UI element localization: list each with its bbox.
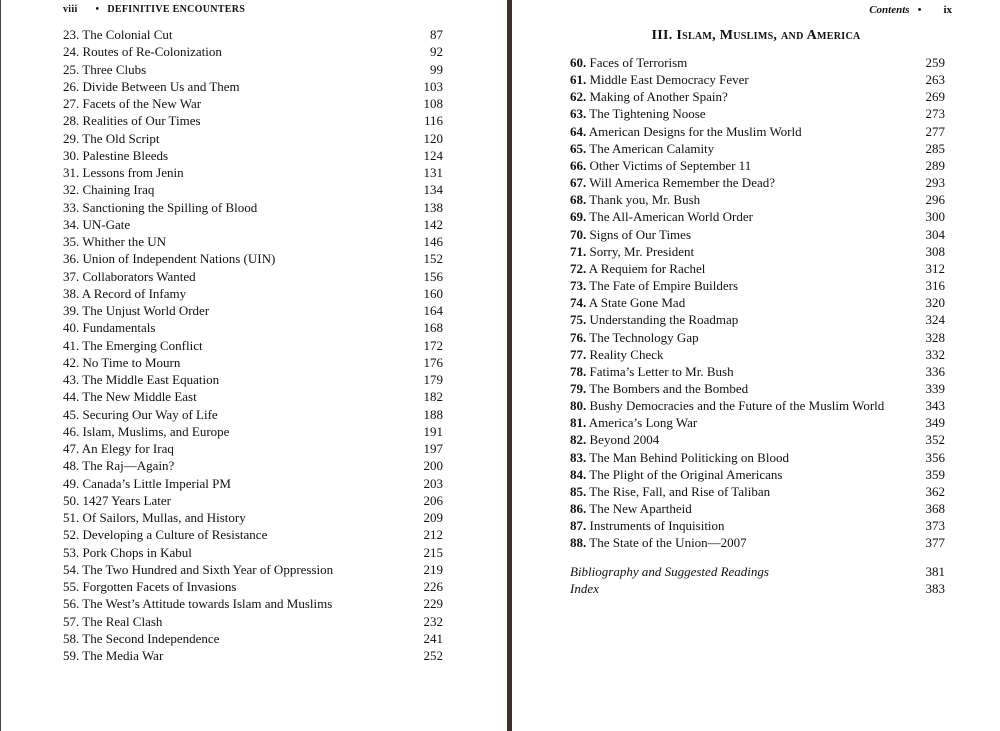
toc-entry-title: Of Sailors, Mullas, and History — [82, 510, 246, 525]
toc-entry — [570, 414, 945, 431]
toc-entry-page: 197 — [423, 441, 443, 456]
toc-entry-title: The Second Independence — [82, 630, 220, 646]
toc-entry-number: 42. — [63, 354, 80, 370]
toc-entry-number: 54. — [63, 561, 80, 577]
toc-entry-title: Middle East Democracy Fever — [589, 72, 749, 88]
toc-entry — [63, 526, 443, 543]
toc-entry — [570, 105, 945, 122]
toc-entry-page: 308 — [925, 243, 945, 259]
toc-entry — [570, 71, 945, 88]
toc-entry — [63, 371, 443, 388]
toc-entry-title: The Fate of Empire Builders — [589, 278, 739, 294]
toc-entry-title: Union of Independent Nations (UIN) — [82, 251, 276, 267]
toc-entry-number: 26. — [63, 78, 80, 94]
toc-entry-title: The Colonial Cut — [82, 27, 173, 42]
toc-entry-title: Securing Our Way of Life — [82, 406, 218, 422]
toc-entry-number: 36. — [63, 251, 80, 267]
bullet-separator: • — [917, 4, 922, 16]
toc-entry — [570, 466, 945, 483]
toc-entry-title: Chaining Iraq — [82, 182, 155, 198]
right-toc-list — [570, 54, 945, 552]
toc-entry — [63, 43, 443, 60]
toc-entry-title: Thank you, Mr. Bush — [589, 192, 701, 208]
toc-entry-title: Sanctioning the Spilling of Blood — [82, 199, 258, 215]
toc-entry — [63, 647, 443, 664]
toc-entry-page: 285 — [925, 140, 945, 156]
toc-entry — [63, 492, 443, 509]
toc-entry — [570, 208, 945, 225]
toc-entry-page: 124 — [423, 147, 443, 163]
toc-entry-page: 324 — [925, 312, 945, 328]
toc-entry-title: The West’s Attitude towards Islam and Muslims — [82, 596, 333, 612]
section-heading: III. Islam, Muslims, and America — [651, 28, 861, 43]
toc-entry-number: 67. — [570, 175, 587, 191]
toc-entry — [63, 388, 443, 405]
toc-entry-number: 29. — [63, 130, 80, 146]
toc-entry — [63, 78, 443, 95]
toc-entry-title: The Technology Gap — [589, 329, 699, 345]
toc-entry-title: Bushy Democracies and the Future of the Muslim World — [589, 398, 885, 414]
toc-entry-page: 156 — [423, 268, 443, 284]
toc-entry-number: 49. — [63, 475, 80, 491]
toc-entry-number: 78. — [570, 363, 587, 379]
toc-entry-title: The Unjust World Order — [82, 303, 210, 318]
toc-entry-number: 25. — [63, 61, 80, 77]
toc-entry — [570, 157, 945, 174]
toc-entry-title: The Two Hundred and Sixth Year of Oppression — [82, 561, 334, 577]
toc-entry-page: 176 — [423, 354, 443, 370]
toc-entry-title: The Man Behind Politicking on Blood — [589, 449, 789, 465]
toc-entry-number: 88. — [570, 535, 587, 551]
toc-entry-title: Canada’s Little Imperial PM — [82, 475, 231, 491]
toc-entry-title: Developing a Culture of Resistance — [82, 527, 268, 543]
right-running-head — [869, 4, 952, 16]
toc-entry-title: A Requiem for Rachel — [588, 260, 706, 276]
toc-entry-page: 229 — [423, 596, 443, 612]
toc-entry-title: Understanding the Roadmap — [589, 312, 739, 328]
toc-entry-page: 232 — [423, 613, 443, 629]
toc-entry-page: 304 — [925, 226, 945, 242]
toc-entry-page: 336 — [925, 363, 945, 379]
toc-entry-page: 120 — [423, 130, 443, 146]
toc-entry-title: Reality Check — [589, 346, 664, 362]
left-toc-list — [63, 26, 443, 664]
toc-entry-title: Whither the UN — [82, 234, 167, 249]
toc-entry-number: 68. — [570, 192, 587, 208]
toc-entry-title: The American Calamity — [589, 140, 715, 156]
toc-entry-page: 152 — [423, 251, 443, 267]
toc-entry-page: 191 — [423, 423, 443, 439]
toc-entry-page: 92 — [430, 44, 443, 60]
toc-entry-number: 79. — [570, 380, 587, 396]
toc-entry-title: Faces of Terrorism — [589, 55, 688, 70]
toc-entry-page: 320 — [925, 295, 945, 311]
toc-entry — [570, 294, 945, 311]
toc-entry-title: 1427 Years Later — [82, 492, 171, 508]
toc-entry-page: 226 — [423, 579, 443, 594]
toc-entry-page: 349 — [925, 415, 945, 431]
toc-entry-title: Signs of Our Times — [589, 226, 691, 242]
toc-entry — [570, 226, 945, 243]
toc-entry-number: 28. — [63, 113, 80, 129]
toc-entry-page: 241 — [423, 630, 443, 646]
toc-entry-page: 273 — [925, 106, 945, 122]
toc-entry — [570, 380, 945, 397]
toc-entry-number: 85. — [570, 483, 587, 499]
toc-entry-number: 53. — [63, 544, 80, 560]
toc-entry-page: 269 — [925, 89, 945, 105]
toc-entry — [570, 363, 945, 380]
toc-entry-title: Pork Chops in Kabul — [82, 544, 192, 560]
toc-entry — [570, 483, 945, 500]
toc-entry — [570, 500, 945, 517]
toc-entry-page: 300 — [925, 209, 945, 225]
toc-entry-number: 65. — [570, 140, 587, 156]
toc-entry-number: 39. — [63, 303, 80, 318]
toc-entry-number: 55. — [63, 579, 80, 594]
toc-entry-title: Beyond 2004 — [589, 432, 660, 448]
left-folio: viii — [63, 4, 78, 15]
toc-entry-number: 74. — [570, 295, 587, 311]
toc-entry — [63, 130, 443, 147]
toc-entry — [63, 354, 443, 371]
toc-entry — [570, 140, 945, 157]
toc-entry — [570, 123, 945, 140]
toc-entry-number: 80. — [570, 398, 587, 414]
toc-entry-page: 164 — [423, 303, 443, 318]
toc-entry-number: 50. — [63, 492, 80, 508]
toc-entry-number: 86. — [570, 501, 587, 517]
toc-entry-title: The Media War — [82, 648, 164, 663]
toc-entry-number: 30. — [63, 147, 80, 163]
toc-entry-number: 61. — [570, 72, 587, 88]
toc-entry-page: 99 — [430, 61, 443, 77]
toc-entry-number: 48. — [63, 458, 80, 474]
toc-entry-title: A Record of Infamy — [81, 285, 187, 301]
toc-entry-number: 70. — [570, 226, 587, 242]
left-running-head — [63, 4, 245, 15]
toc-entry — [570, 534, 945, 551]
toc-entry — [570, 397, 945, 414]
toc-entry-title: Instruments of Inquisition — [589, 518, 725, 534]
back-matter-index — [570, 581, 945, 597]
toc-entry — [570, 174, 945, 191]
toc-entry — [63, 578, 443, 595]
toc-entry-number: 35. — [63, 234, 80, 249]
toc-entry-page: 368 — [925, 501, 945, 517]
toc-entry-page: 87 — [430, 27, 443, 42]
toc-entry-title: Palestine Bleeds — [82, 147, 169, 163]
toc-entry-number: 81. — [570, 415, 587, 431]
toc-entry-page: 356 — [925, 449, 945, 465]
toc-entry — [570, 346, 945, 363]
toc-entry-number: 57. — [63, 613, 80, 629]
toc-entry — [63, 199, 443, 216]
toc-entry-title: UN-Gate — [82, 216, 131, 232]
toc-entry-title: The Tightening Noose — [589, 106, 706, 122]
toc-entry — [63, 268, 443, 285]
back-matter-page: 383 — [925, 581, 945, 596]
toc-entry-page: 203 — [423, 475, 443, 491]
right-running-title: Contents — [869, 4, 910, 16]
toc-entry-page: 339 — [925, 380, 945, 396]
toc-entry — [570, 277, 945, 294]
toc-entry — [63, 181, 443, 198]
toc-entry — [570, 243, 945, 260]
toc-entry-number: 24. — [63, 44, 80, 60]
toc-entry — [63, 147, 443, 164]
toc-entry-page: 359 — [925, 466, 945, 482]
toc-entry — [570, 260, 945, 277]
toc-entry — [63, 285, 443, 302]
toc-entry-number: 82. — [570, 432, 587, 448]
toc-entry-number: 87. — [570, 518, 587, 534]
toc-entry-title: Lessons from Jenin — [82, 165, 184, 180]
toc-entry-page: 296 — [925, 192, 945, 208]
toc-entry-page: 209 — [423, 510, 443, 525]
toc-entry-page: 289 — [925, 157, 945, 173]
toc-entry-number: 43. — [63, 372, 80, 387]
toc-entry — [63, 423, 443, 440]
toc-entry-title: The Real Clash — [82, 613, 163, 629]
back-matter-bibliography — [570, 564, 945, 580]
toc-entry-page: 212 — [423, 527, 443, 543]
toc-entry — [63, 457, 443, 474]
toc-entry-number: 71. — [570, 243, 587, 259]
toc-entry-page: 316 — [925, 278, 945, 294]
toc-entry — [63, 61, 443, 78]
toc-entry-number: 40. — [63, 320, 80, 336]
toc-entry-page: 332 — [925, 346, 945, 362]
toc-entry-title: The Bombers and the Bombed — [589, 380, 749, 396]
toc-entry-number: 33. — [63, 199, 80, 215]
toc-entry-page: 259 — [925, 55, 945, 70]
toc-entry-number: 44. — [63, 389, 80, 405]
toc-entry-number: 38. — [63, 285, 80, 301]
toc-entry-number: 73. — [570, 278, 587, 294]
toc-entry-page: 312 — [925, 260, 945, 276]
toc-entry-page: 206 — [423, 492, 443, 508]
toc-entry — [63, 250, 443, 267]
toc-entry-number: 46. — [63, 423, 80, 439]
toc-entry-number: 62. — [570, 89, 587, 105]
toc-entry — [63, 216, 443, 233]
toc-entry-number: 47. — [63, 441, 80, 456]
toc-entry-page: 160 — [423, 285, 443, 301]
toc-entry-number: 58. — [63, 630, 80, 646]
toc-entry-title: America’s Long War — [588, 415, 698, 431]
toc-entry-number: 72. — [570, 260, 587, 276]
toc-entry — [63, 544, 443, 561]
toc-entry-title: Realities of Our Times — [82, 113, 201, 129]
toc-entry-number: 64. — [570, 123, 587, 139]
toc-entry-title: An Elegy for Iraq — [81, 441, 174, 456]
toc-entry-number: 52. — [63, 527, 80, 543]
toc-entry — [63, 561, 443, 578]
toc-entry-title: Islam, Muslims, and Europe — [82, 423, 230, 439]
toc-entry-title: Sorry, Mr. President — [589, 243, 695, 259]
toc-entry-title: Fundamentals — [82, 320, 156, 336]
toc-entry — [570, 54, 945, 71]
toc-entry-title: The Old Script — [82, 130, 160, 146]
toc-entry-title: Forgotten Facets of Invasions — [82, 579, 237, 594]
toc-entry-page: 343 — [925, 398, 945, 414]
toc-entry-title: The Middle East Equation — [82, 372, 220, 387]
toc-entry-page: 293 — [925, 175, 945, 191]
toc-entry-page: 263 — [925, 72, 945, 88]
toc-entry-number: 75. — [570, 312, 587, 328]
toc-entry — [63, 613, 443, 630]
toc-entry-title: Other Victims of September 11 — [589, 157, 752, 173]
toc-entry — [63, 26, 443, 43]
toc-entry-title: No Time to Mourn — [82, 354, 181, 370]
toc-entry-number: 51. — [63, 510, 80, 525]
toc-entry — [63, 475, 443, 492]
toc-entry-page: 352 — [925, 432, 945, 448]
right-page — [512, 0, 1000, 731]
toc-entry-number: 56. — [63, 596, 80, 612]
toc-entry-title: Divide Between Us and Them — [82, 78, 240, 94]
toc-entry-title: Fatima’s Letter to Mr. Bush — [589, 363, 734, 379]
toc-entry-number: 37. — [63, 268, 80, 284]
left-running-title: DEFINITIVE ENCOUNTERS — [107, 4, 246, 15]
toc-entry-page: 103 — [423, 78, 443, 94]
toc-entry-page: 179 — [423, 372, 443, 387]
toc-entry — [63, 95, 443, 112]
toc-entry-page: 172 — [423, 337, 443, 353]
toc-entry-page: 134 — [423, 182, 443, 198]
toc-entry — [570, 517, 945, 534]
toc-entry — [570, 311, 945, 328]
toc-entry-page: 215 — [423, 544, 443, 560]
back-matter-page: 381 — [925, 564, 945, 579]
toc-entry-title: The State of the Union—2007 — [589, 535, 747, 551]
toc-entry-number: 66. — [570, 157, 587, 173]
toc-entry-title: The Rise, Fall, and Rise of Taliban — [589, 483, 771, 499]
toc-entry-number: 45. — [63, 406, 80, 422]
toc-entry-page: 131 — [423, 165, 443, 180]
toc-entry-page: 362 — [925, 483, 945, 499]
toc-entry — [63, 406, 443, 423]
toc-entry-page: 377 — [925, 535, 945, 551]
toc-entry-number: 23. — [63, 27, 80, 42]
toc-entry — [570, 329, 945, 346]
toc-entry-number: 69. — [570, 209, 587, 225]
toc-entry-page: 188 — [423, 406, 443, 422]
toc-entry-number: 31. — [63, 165, 80, 180]
toc-entry-page: 200 — [423, 458, 443, 474]
toc-entry-title: The New Middle East — [82, 389, 197, 405]
toc-entry-title: The Raj—Again? — [82, 458, 175, 474]
toc-entry-page: 373 — [925, 518, 945, 534]
toc-entry-title: Facets of the New War — [82, 96, 202, 111]
toc-entry — [570, 88, 945, 105]
right-folio: ix — [943, 4, 952, 16]
toc-entry — [63, 595, 443, 612]
toc-entry-title: The Emerging Conflict — [82, 337, 203, 353]
toc-entry — [570, 449, 945, 466]
toc-entry-number: 32. — [63, 182, 80, 198]
toc-entry-title: The Plight of the Original Americans — [589, 466, 783, 482]
toc-entry — [63, 337, 443, 354]
toc-entry — [63, 164, 443, 181]
toc-entry — [570, 431, 945, 448]
back-matter-title: Index — [570, 581, 599, 596]
back-matter-title: Bibliography and Suggested Readings — [570, 564, 769, 579]
toc-entry — [570, 191, 945, 208]
toc-entry-number: 41. — [63, 337, 80, 353]
toc-entry-title: Will America Remember the Dead? — [589, 175, 775, 191]
toc-entry-number: 76. — [570, 329, 587, 345]
toc-entry-title: Making of Another Spain? — [589, 89, 728, 105]
toc-entry-page: 168 — [423, 320, 443, 336]
toc-entry-number: 84. — [570, 466, 587, 482]
toc-entry — [63, 302, 443, 319]
toc-entry-page: 108 — [423, 96, 443, 111]
toc-entry-title: A State Gone Mad — [588, 295, 686, 311]
toc-entry-page: 116 — [423, 113, 443, 129]
toc-entry-number: 63. — [570, 106, 587, 122]
toc-entry-page: 219 — [423, 561, 443, 577]
toc-entry-title: The All-American World Order — [589, 209, 753, 225]
toc-entry — [63, 440, 443, 457]
toc-entry — [63, 233, 443, 250]
bullet-separator: • — [95, 4, 100, 15]
toc-entry-page: 182 — [423, 389, 443, 405]
toc-entry-page: 142 — [423, 216, 443, 232]
toc-entry-page: 328 — [925, 329, 945, 345]
toc-entry-title: Collaborators Wanted — [82, 268, 196, 284]
toc-entry-page: 138 — [423, 199, 443, 215]
toc-entry-number: 27. — [63, 96, 80, 111]
toc-entry — [63, 509, 443, 526]
toc-entry-number: 60. — [570, 55, 587, 70]
toc-entry-page: 277 — [925, 123, 945, 139]
toc-entry — [63, 319, 443, 336]
toc-entry-title: American Designs for the Muslim World — [588, 123, 802, 139]
toc-entry — [63, 112, 443, 129]
toc-entry-number: 59. — [63, 648, 80, 663]
toc-entry-title: Routes of Re-Colonization — [82, 44, 222, 60]
toc-entry-number: 34. — [63, 216, 80, 232]
toc-entry-number: 77. — [570, 346, 587, 362]
toc-entry — [63, 630, 443, 647]
toc-entry-title: Three Clubs — [82, 61, 147, 77]
toc-entry-page: 252 — [423, 648, 443, 663]
toc-entry-page: 146 — [423, 234, 443, 249]
toc-entry-title: The New Apartheid — [589, 501, 692, 517]
toc-entry-number: 83. — [570, 449, 587, 465]
